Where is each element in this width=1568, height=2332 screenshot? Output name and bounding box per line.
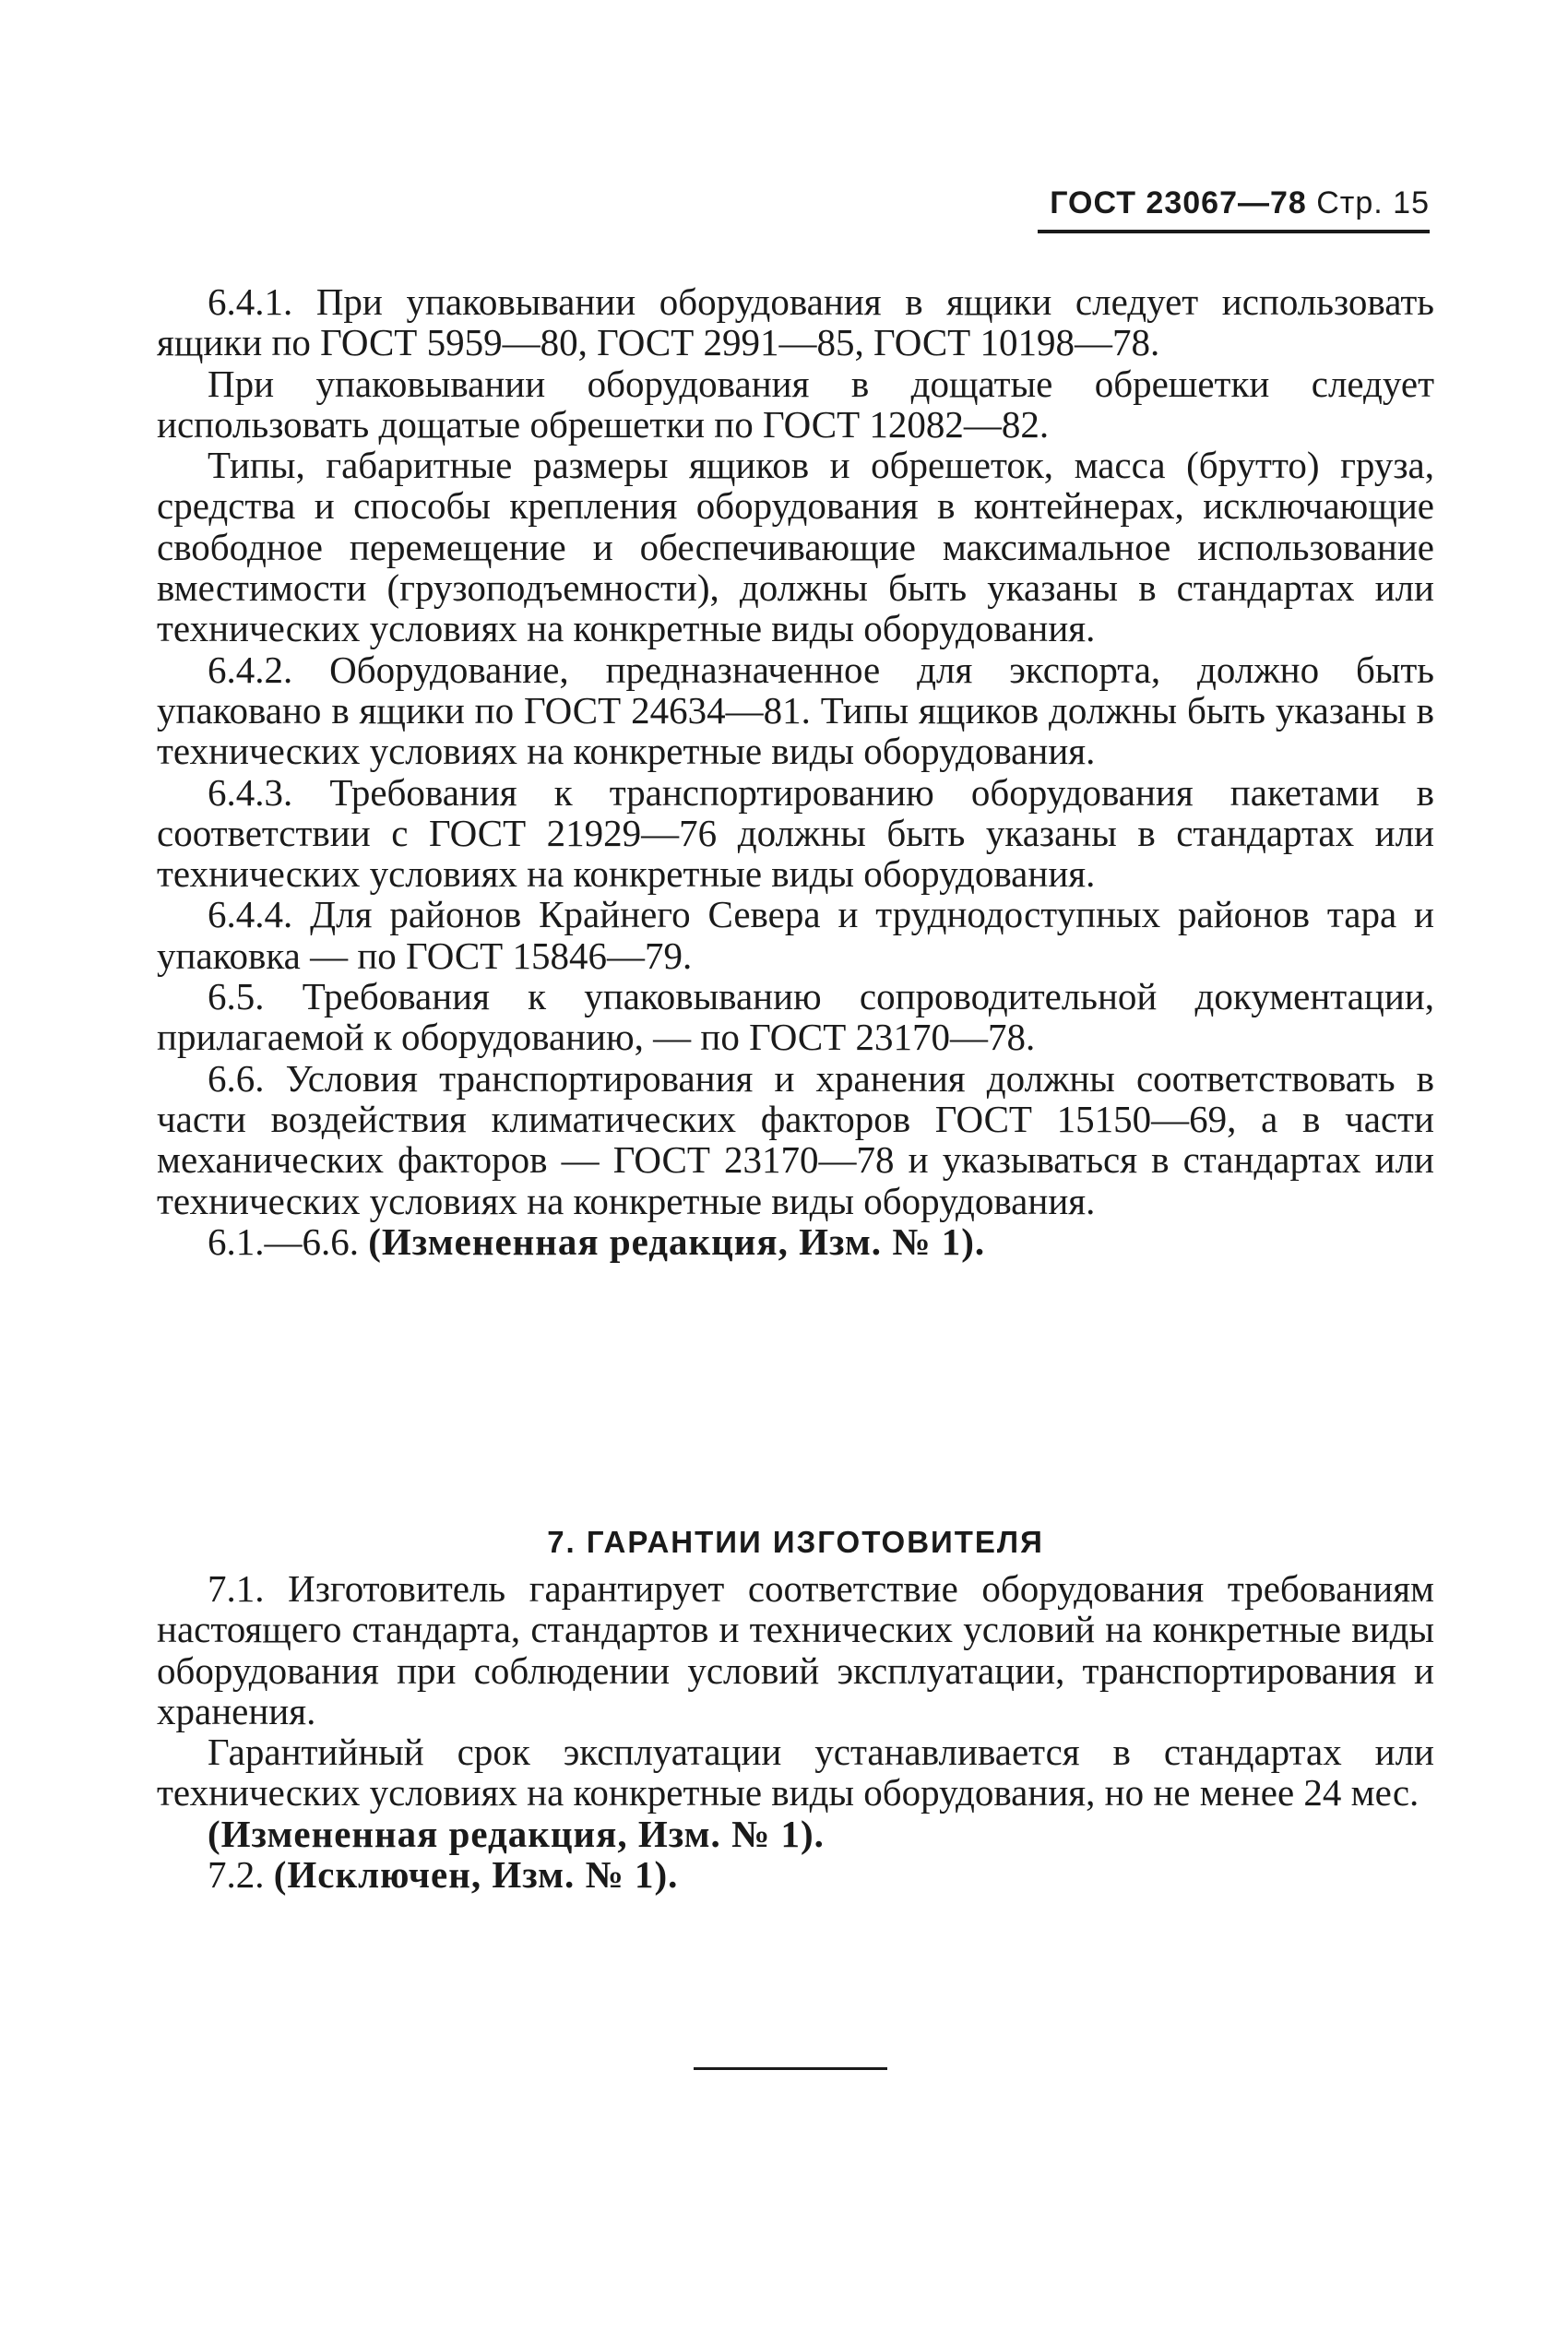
amendment-note-7-1	[157, 1814, 1434, 1854]
paragraph-6-4-3: 6.4.3. Требования к транспортированию оборудования пакетами в соответствии с ГОСТ 21929—76 должны быть указаны в стандартах или технических условиях на конкретные виды оборудования.	[157, 770, 1434, 896]
paragraph-6-4-2: 6.4.2. Оборудование, предназначенное для экспорта, должно быть упаковано в ящики по ГОСТ 24634—81. Типы ящиков должны быть указаны в технических условиях на конкретные виды оборудования.	[157, 648, 1434, 773]
section-7-heading: 7. ГАРАНТИИ ИЗГОТОВИТЕЛЯ	[547, 1525, 1044, 1559]
paragraph-7-1-warranty: Гарантийный срок эксплуатации устанавливается в стандартах или технических условиях на конкретные виды оборудования, но не менее 24 мес.	[157, 1731, 1434, 1814]
paragraph-7-1: 7.1. Изготовитель гарантирует соответствие оборудования требованиям настоящего стандарта, стандартов и технических условий на конкретные виды оборудования при соблюдении условий эксплуатации, транспортирования и хранения.	[157, 1567, 1434, 1732]
paragraph-6-4-1-crates: При упаковывании оборудования в дощатые обрешетки следует использовать дощатые обрешетки по ГОСТ 12082—82.	[157, 362, 1434, 446]
header-rule	[1038, 230, 1430, 233]
amendment-ref: 6.1.—6.6.	[208, 1220, 359, 1263]
paragraph-6-4-1: 6.4.1. При упаковывании оборудования в ящики следует использовать ящики по ГОСТ 5959—80, ГОСТ 2991—85, ГОСТ 10198—78.	[157, 280, 1434, 364]
clause-ref: 7.2.	[208, 1853, 265, 1897]
excluded-note: (Исключен, Изм. № 1).	[273, 1853, 679, 1897]
page-number: Стр. 15	[1316, 185, 1430, 220]
amendment-text: (Измененная редакция, Изм. № 1).	[368, 1220, 986, 1263]
amendment-note-6	[157, 1221, 1434, 1262]
standard-number: ГОСТ 23067—78	[1050, 185, 1307, 220]
end-rule	[694, 2067, 887, 2070]
section-7-body	[157, 1568, 1434, 1895]
section-6-body	[157, 281, 1434, 1262]
paragraph-6-6: 6.6. Условия транспортирования и хранения должны соответствовать в части воздействия климатических факторов ГОСТ 15150—69, а в части механических факторов — ГОСТ 23170—78 и указываться в стандартах или технических условиях на конкретные виды оборудования.	[157, 1056, 1434, 1222]
paragraph-6-4-1-types: Типы, габаритные размеры ящиков и обрешеток, масса (брутто) груза, средства и способы крепления оборудования в контейнерах, исключающие свободное перемещение и обеспечивающие максимальное использование вместимости (грузоподъемности), должны быть указаны в стандартах или технических условиях на конкретные виды оборудования.	[157, 444, 1434, 650]
paragraph-6-5: 6.5. Требования к упаковыванию сопроводительной документации, прилагаемой к оборудованию, — по ГОСТ 23170—78.	[157, 975, 1434, 1059]
running-header	[941, 184, 1430, 221]
paragraph-7-2	[157, 1854, 1434, 1895]
amendment-text: (Измененная редакция, Изм. № 1).	[208, 1812, 825, 1855]
paragraph-6-4-4: 6.4.4. Для районов Крайнего Севера и труднодоступных районов тара и упаковка — по ГОСТ 15846—79.	[157, 893, 1434, 977]
